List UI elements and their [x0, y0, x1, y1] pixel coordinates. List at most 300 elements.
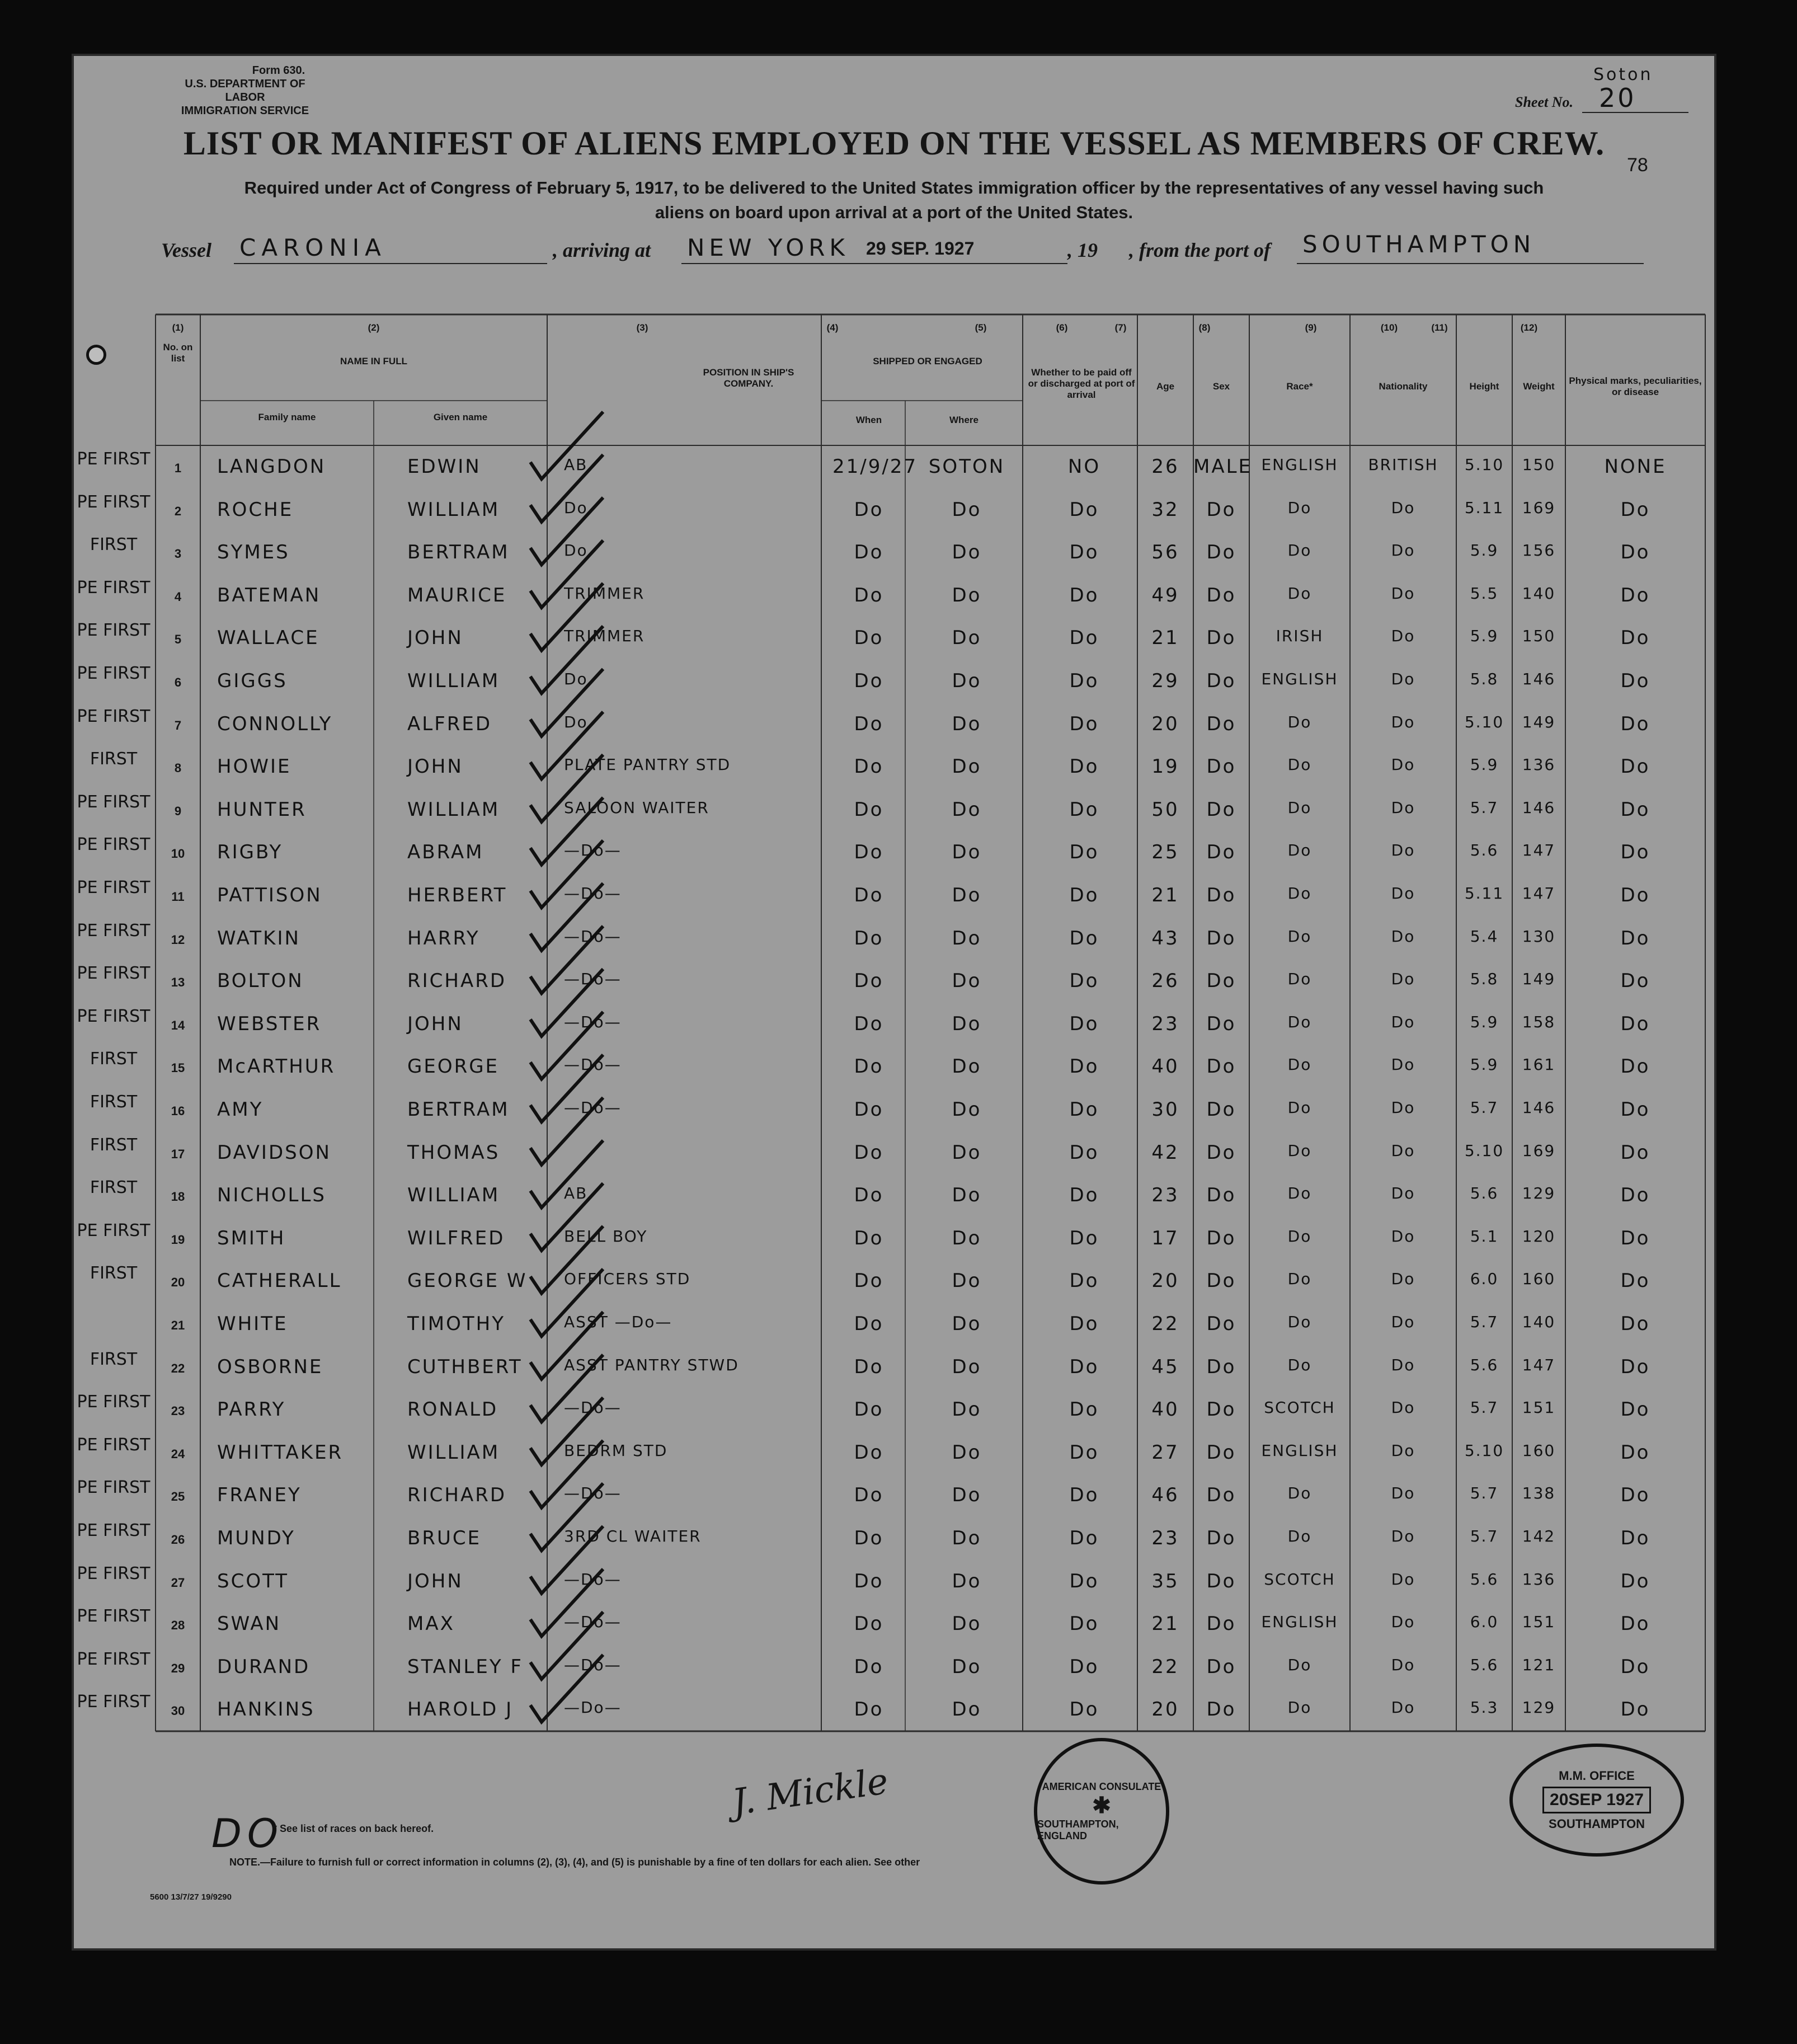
- cell-marks: Do: [1620, 970, 1650, 993]
- cell-where: Do: [952, 584, 982, 607]
- cell-when: Do: [854, 627, 884, 650]
- cell-marks: Do: [1620, 1484, 1650, 1507]
- cell-race: Do: [1287, 1141, 1312, 1160]
- cell-given: JOHN: [407, 1570, 463, 1592]
- cell-position: —Do—: [564, 1655, 622, 1674]
- cell-marks: Do: [1620, 1270, 1650, 1293]
- cell-family: FRANEY: [217, 1484, 302, 1507]
- cell-family: MUNDY: [217, 1527, 295, 1549]
- cell-given: WILLIAM: [407, 1184, 500, 1207]
- cell-when: Do: [854, 1484, 884, 1507]
- margin-note: PE FIRST: [77, 1006, 150, 1026]
- cell-no: 30: [171, 1704, 185, 1718]
- cell-nat: Do: [1391, 1184, 1415, 1203]
- cell-where: Do: [952, 670, 982, 692]
- cell-where: Do: [952, 884, 982, 906]
- cell-where: Do: [952, 755, 982, 778]
- cell-no: 20: [171, 1275, 185, 1290]
- cell-sex: Do: [1206, 1441, 1236, 1464]
- cell-position: —Do—: [564, 927, 622, 946]
- print-code: 5600 13/7/27 19/9290: [150, 1892, 232, 1902]
- cell-weight: 169: [1522, 498, 1556, 517]
- cell-position: AB.: [564, 1184, 594, 1203]
- consulate-stamp-top: AMERICAN CONSULATE: [1042, 1780, 1161, 1792]
- cell-nat: Do: [1391, 498, 1415, 517]
- cell-nat: BRITISH: [1368, 455, 1438, 474]
- cell-position: 3RD CL WAITER: [564, 1527, 702, 1545]
- cell-family: SYMES: [217, 541, 290, 564]
- arriving-label: , arriving at: [553, 239, 651, 261]
- cell-when: Do: [854, 884, 884, 906]
- margin-note: PE FIRST: [77, 792, 150, 812]
- cell-paid: Do: [1069, 627, 1099, 650]
- cell-when: Do: [854, 1655, 884, 1678]
- cell-family: HOWIE: [217, 755, 291, 778]
- cell-marks: Do: [1620, 841, 1650, 864]
- cell-height: 5.11: [1464, 498, 1504, 517]
- cell-given: RICHARD: [407, 1484, 507, 1507]
- cell-sex: Do: [1206, 1141, 1236, 1164]
- cell-when: Do: [854, 755, 884, 778]
- cell-height: 5.10: [1464, 455, 1504, 474]
- sheet-port: Soton: [1593, 65, 1653, 84]
- cell-sex: Do: [1206, 1398, 1236, 1421]
- margin-note: PE FIRST: [77, 920, 150, 941]
- eagle-icon: ✱: [1092, 1793, 1111, 1818]
- margin-note: PE FIRST: [77, 1478, 150, 1498]
- cell-race: Do: [1287, 1313, 1312, 1331]
- cell-weight: 150: [1522, 455, 1556, 474]
- cell-age: 42: [1151, 1141, 1179, 1164]
- cell-when: Do: [854, 1184, 884, 1207]
- margin-note: PE FIRST: [77, 835, 150, 855]
- cell-no: 8: [174, 761, 182, 776]
- margin-note: PE FIRST: [77, 706, 150, 726]
- cell-age: 56: [1151, 541, 1179, 564]
- cell-race: Do: [1287, 1270, 1312, 1289]
- cell-given: TIMOTHY: [407, 1313, 505, 1335]
- cell-weight: 160: [1522, 1441, 1556, 1460]
- cell-nat: Do: [1391, 1398, 1415, 1417]
- cell-paid: Do: [1069, 670, 1099, 692]
- cell-sex: Do: [1206, 1570, 1236, 1592]
- cell-nat: Do: [1391, 1227, 1415, 1246]
- header-sex: Sex: [1212, 381, 1230, 392]
- cell-race: Do: [1287, 798, 1312, 817]
- cell-marks: Do: [1620, 541, 1650, 564]
- margin-note: PE FIRST: [77, 1435, 150, 1455]
- cell-height: 5.7: [1470, 1098, 1499, 1117]
- cell-position: OFFICERS STD: [564, 1270, 691, 1289]
- cell-paid: Do: [1069, 1270, 1099, 1293]
- cell-when: Do: [854, 1012, 884, 1035]
- cell-family: NICHOLLS: [217, 1184, 326, 1207]
- cell-age: 23: [1151, 1012, 1179, 1035]
- header-race: Race*: [1286, 381, 1313, 392]
- cell-race: Do: [1287, 1484, 1312, 1503]
- cell-no: 12: [171, 932, 185, 947]
- cell-where: Do: [952, 541, 982, 564]
- cell-position: —Do—: [564, 1012, 622, 1031]
- margin-note: FIRST: [90, 1178, 138, 1198]
- cell-age: 27: [1151, 1441, 1179, 1464]
- cell-no: 23: [171, 1404, 185, 1418]
- cell-given: WILLIAM: [407, 498, 500, 521]
- cell-race: Do: [1287, 712, 1312, 731]
- cell-paid: Do: [1069, 1313, 1099, 1335]
- cell-given: STANLEY F: [407, 1655, 523, 1678]
- cell-sex: Do: [1206, 927, 1236, 950]
- col-num-7: (7): [1114, 322, 1127, 333]
- cell-where: Do: [952, 798, 982, 821]
- cell-marks: Do: [1620, 1613, 1650, 1636]
- col-num-1: (1): [172, 322, 184, 333]
- cell-race: Do: [1287, 884, 1312, 903]
- cell-height: 5.3: [1470, 1698, 1499, 1717]
- footnote-fine: [229, 1857, 1152, 1868]
- cell-height: 5.6: [1470, 1570, 1499, 1589]
- cell-age: 20: [1151, 712, 1179, 735]
- cell-age: 22: [1151, 1655, 1179, 1678]
- header-name-in-full: NAME IN FULL: [340, 356, 407, 366]
- cell-marks: Do: [1620, 1527, 1650, 1549]
- cell-nat: Do: [1391, 798, 1415, 817]
- cell-marks: Do: [1620, 627, 1650, 650]
- cell-when: 21/9/27: [832, 455, 918, 478]
- cell-no: 29: [171, 1661, 185, 1675]
- mm-stamp-date: 20SEP 1927: [1542, 1787, 1651, 1813]
- cell-family: BATEMAN: [217, 584, 321, 607]
- cell-age: 32: [1151, 498, 1179, 521]
- cell-given: BERTRAM: [407, 1098, 510, 1121]
- cell-sex: Do: [1206, 841, 1236, 864]
- cell-sex: Do: [1206, 1655, 1236, 1678]
- cell-nat: Do: [1391, 627, 1415, 646]
- cell-paid: Do: [1069, 1527, 1099, 1549]
- cell-paid: Do: [1069, 1184, 1099, 1207]
- cell-age: 25: [1151, 841, 1179, 864]
- cell-nat: Do: [1391, 1484, 1415, 1503]
- footnote-label: NOTE.: [229, 1857, 261, 1868]
- header-shipped: SHIPPED OR ENGAGED: [873, 356, 982, 366]
- cell-age: 23: [1151, 1527, 1179, 1549]
- cell-family: WEBSTER: [217, 1012, 322, 1035]
- cell-family: WATKIN: [217, 927, 300, 950]
- cell-where: Do: [952, 1098, 982, 1121]
- cell-where: Do: [952, 1613, 982, 1636]
- cell-given: HAROLD J: [407, 1698, 514, 1721]
- cell-paid: Do: [1069, 1355, 1099, 1378]
- header-height: Height: [1469, 381, 1499, 392]
- cell-race: IRISH: [1276, 627, 1324, 646]
- cell-where: Do: [952, 1184, 982, 1207]
- signature: J. Mickle: [730, 1760, 891, 1824]
- cell-given: GEORGE: [407, 1055, 500, 1078]
- cell-where: Do: [952, 1313, 982, 1335]
- col-num-3: (3): [636, 322, 648, 333]
- cell-no: 24: [171, 1446, 185, 1461]
- consulate-stamp-bottom: SOUTHAMPTON, ENGLAND: [1037, 1818, 1119, 1841]
- margin-note: FIRST: [90, 1135, 138, 1155]
- cell-age: 26: [1151, 970, 1179, 993]
- cell-nat: Do: [1391, 670, 1415, 688]
- cell-weight: 146: [1522, 1098, 1556, 1117]
- cell-family: BOLTON: [217, 970, 304, 993]
- cell-height: 5.8: [1470, 670, 1499, 688]
- margin-note: FIRST: [90, 749, 138, 769]
- cell-where: Do: [952, 1355, 982, 1378]
- cell-marks: Do: [1620, 584, 1650, 607]
- cell-paid: Do: [1069, 798, 1099, 821]
- cell-height: 5.6: [1470, 841, 1499, 860]
- cell-when: Do: [854, 1227, 884, 1249]
- cell-position: Do: [564, 498, 588, 517]
- cell-race: ENGLISH: [1261, 670, 1338, 688]
- col-num-12: (12): [1520, 322, 1538, 333]
- cell-position: PLATE PANTRY STD: [564, 755, 731, 774]
- cell-marks: Do: [1620, 884, 1650, 906]
- cell-height: 5.9: [1470, 541, 1499, 560]
- cell-family: HUNTER: [217, 798, 307, 821]
- cell-paid: Do: [1069, 1570, 1099, 1592]
- cell-weight: 140: [1522, 584, 1556, 603]
- margin-note: PE FIRST: [77, 1692, 150, 1712]
- cell-marks: Do: [1620, 1184, 1650, 1207]
- header-family-name: Family name: [258, 412, 316, 422]
- mm-stamp-bottom: SOUTHAMPTON: [1549, 1817, 1645, 1831]
- cell-when: Do: [854, 1055, 884, 1078]
- cell-paid: Do: [1069, 884, 1099, 906]
- cell-paid: Do: [1069, 1655, 1099, 1678]
- margin-note: PE FIRST: [77, 577, 150, 598]
- cell-height: 5.10: [1464, 1141, 1504, 1160]
- cell-paid: Do: [1069, 1055, 1099, 1078]
- cell-no: 16: [171, 1104, 185, 1118]
- cell-weight: 149: [1522, 970, 1556, 989]
- footnote-races: * See list of races on back hereof.: [273, 1823, 434, 1834]
- cell-weight: 136: [1522, 755, 1556, 774]
- cell-given: GEORGE W: [407, 1270, 528, 1293]
- department: U.S. DEPARTMENT OF LABOR: [185, 78, 305, 104]
- cell-race: Do: [1287, 498, 1312, 517]
- cell-nat: Do: [1391, 841, 1415, 860]
- cell-sex: Do: [1206, 1613, 1236, 1636]
- cell-sex: Do: [1206, 1313, 1236, 1335]
- cell-given: RICHARD: [407, 970, 507, 993]
- cell-weight: 130: [1522, 927, 1556, 946]
- cell-when: Do: [854, 1313, 884, 1335]
- manifest-sheet: [72, 54, 1716, 1951]
- cell-height: 5.7: [1470, 798, 1499, 817]
- cell-paid: Do: [1069, 1141, 1099, 1164]
- cell-height: 5.9: [1470, 1055, 1499, 1074]
- cell-nat: Do: [1391, 1613, 1415, 1632]
- cell-paid: Do: [1069, 1227, 1099, 1249]
- cell-height: 5.1: [1470, 1227, 1499, 1246]
- cell-age: 40: [1151, 1398, 1179, 1421]
- cell-paid: Do: [1069, 970, 1099, 993]
- header-no-on-list: No. on list: [163, 342, 193, 364]
- cell-where: Do: [952, 1527, 982, 1549]
- cell-nat: Do: [1391, 1655, 1415, 1674]
- cell-when: Do: [854, 712, 884, 735]
- cell-weight: 121: [1522, 1655, 1556, 1674]
- cell-paid: Do: [1069, 498, 1099, 521]
- cell-marks: NONE: [1604, 455, 1667, 478]
- subtitle-line-1: Required under Act of Congress of February 5, 1917, to be delivered to the United States immigration officer by the representatives of any vessel having such: [244, 178, 1544, 198]
- cell-family: SMITH: [217, 1227, 286, 1249]
- cell-height: 5.7: [1470, 1398, 1499, 1417]
- header-position: POSITION IN SHIP'S COMPANY.: [703, 367, 794, 389]
- cell-sex: Do: [1206, 1012, 1236, 1035]
- cell-sex: Do: [1206, 712, 1236, 735]
- cell-no: 7: [174, 718, 182, 732]
- cell-position: —Do—: [564, 884, 622, 903]
- cell-when: Do: [854, 1527, 884, 1549]
- cell-position: —Do—: [564, 1698, 622, 1717]
- cell-race: Do: [1287, 841, 1312, 860]
- cell-nat: Do: [1391, 584, 1415, 603]
- cell-position: ASST —Do—: [564, 1313, 672, 1331]
- cell-no: 26: [171, 1533, 185, 1547]
- margin-note: FIRST: [90, 535, 138, 555]
- cell-race: Do: [1287, 1055, 1312, 1074]
- cell-race: ENGLISH: [1261, 1441, 1338, 1460]
- cell-age: 23: [1151, 1184, 1179, 1207]
- cell-when: Do: [854, 1355, 884, 1378]
- cell-no: 9: [174, 803, 182, 818]
- cell-nat: Do: [1391, 1012, 1415, 1031]
- cell-sex: Do: [1206, 884, 1236, 906]
- cell-nat: Do: [1391, 1313, 1415, 1331]
- col-num-11: (11): [1431, 322, 1448, 333]
- cell-race: Do: [1287, 927, 1312, 946]
- margin-note: PE FIRST: [77, 878, 150, 898]
- cell-when: Do: [854, 1570, 884, 1592]
- cell-family: AMY: [217, 1098, 264, 1121]
- cell-position: —Do—: [564, 1055, 622, 1074]
- cell-age: 19: [1151, 755, 1179, 778]
- cell-where: Do: [952, 1655, 982, 1678]
- cell-weight: 169: [1522, 1141, 1556, 1160]
- cell-no: 5: [174, 632, 182, 647]
- cell-where: Do: [952, 498, 982, 521]
- cell-when: Do: [854, 670, 884, 692]
- year-label: , 19: [1067, 239, 1098, 261]
- cell-paid: Do: [1069, 927, 1099, 950]
- cell-nat: Do: [1391, 1570, 1415, 1589]
- vessel-label: Vessel: [161, 239, 211, 261]
- cell-given: JOHN: [407, 627, 463, 650]
- cell-age: 17: [1151, 1227, 1179, 1249]
- cell-no: 17: [171, 1146, 185, 1161]
- cell-paid: Do: [1069, 1012, 1099, 1035]
- cell-race: ENGLISH: [1261, 455, 1338, 474]
- margin-note: FIRST: [90, 1092, 138, 1112]
- cell-family: ROCHE: [217, 498, 294, 521]
- cell-marks: Do: [1620, 1441, 1650, 1464]
- cell-no: 6: [174, 675, 182, 689]
- cell-given: HERBERT: [407, 884, 507, 906]
- cell-height: 5.9: [1470, 1012, 1499, 1031]
- cell-weight: 147: [1522, 1355, 1556, 1374]
- cell-given: BERTRAM: [407, 541, 510, 564]
- cell-height: 6.0: [1470, 1613, 1499, 1632]
- cell-paid: Do: [1069, 541, 1099, 564]
- cell-height: 5.8: [1470, 970, 1499, 989]
- cell-weight: 129: [1522, 1184, 1556, 1203]
- cell-nat: Do: [1391, 1441, 1415, 1460]
- margin-note: PE FIRST: [77, 1220, 150, 1241]
- cell-family: DURAND: [217, 1655, 311, 1678]
- cell-family: RIGBY: [217, 841, 283, 864]
- cell-when: Do: [854, 1270, 884, 1293]
- cell-where: Do: [952, 1570, 982, 1592]
- cell-given: RONALD: [407, 1398, 498, 1421]
- cell-sex: Do: [1206, 755, 1236, 778]
- cell-height: 5.4: [1470, 927, 1499, 946]
- cell-age: 22: [1151, 1313, 1179, 1335]
- cell-race: Do: [1287, 1698, 1312, 1717]
- cell-paid: Do: [1069, 1098, 1099, 1121]
- cell-weight: 142: [1522, 1527, 1556, 1545]
- cell-age: 21: [1151, 884, 1179, 906]
- col-num-2: (2): [368, 322, 380, 333]
- cell-paid: Do: [1069, 1398, 1099, 1421]
- cell-paid: Do: [1069, 584, 1099, 607]
- margin-note: PE FIRST: [77, 1563, 150, 1583]
- cell-marks: Do: [1620, 670, 1650, 692]
- cell-age: 30: [1151, 1098, 1179, 1121]
- margin-note: PE FIRST: [77, 1392, 150, 1412]
- cell-weight: 161: [1522, 1055, 1556, 1074]
- cell-race: Do: [1287, 584, 1312, 603]
- cell-age: 20: [1151, 1270, 1179, 1293]
- cell-position: —Do—: [564, 1613, 622, 1632]
- cell-given: HARRY: [407, 927, 480, 950]
- initials: DO: [211, 1811, 284, 1857]
- page-mark: 78: [1627, 154, 1648, 176]
- cell-race: Do: [1287, 541, 1312, 560]
- cell-marks: Do: [1620, 498, 1650, 521]
- cell-paid: Do: [1069, 1613, 1099, 1636]
- mm-stamp-top: M.M. OFFICE: [1559, 1769, 1635, 1783]
- cell-no: 18: [171, 1190, 185, 1204]
- cell-given: BRUCE: [407, 1527, 482, 1549]
- cell-height: 6.0: [1470, 1270, 1499, 1289]
- cell-where: Do: [952, 841, 982, 864]
- cell-family: CONNOLLY: [217, 712, 333, 735]
- cell-given: WILLIAM: [407, 1441, 500, 1464]
- cell-no: 11: [171, 890, 185, 904]
- cell-no: 14: [171, 1018, 185, 1032]
- cell-given: WILLIAM: [407, 670, 500, 692]
- col-num-6: (6): [1056, 322, 1068, 333]
- cell-position: TRIMMER: [564, 584, 645, 603]
- cell-when: Do: [854, 970, 884, 993]
- cell-where: Do: [952, 712, 982, 735]
- cell-where: Do: [952, 1141, 982, 1164]
- cell-race: Do: [1287, 1012, 1312, 1031]
- cell-when: Do: [854, 1613, 884, 1636]
- cell-no: 27: [171, 1575, 185, 1590]
- cell-position: Do: [564, 541, 588, 560]
- cell-position: —Do—: [564, 1398, 622, 1417]
- cell-when: Do: [854, 541, 884, 564]
- cell-race: Do: [1287, 1184, 1312, 1203]
- cell-height: 5.10: [1464, 1441, 1504, 1460]
- from-value: SOUTHAMPTON: [1302, 231, 1536, 258]
